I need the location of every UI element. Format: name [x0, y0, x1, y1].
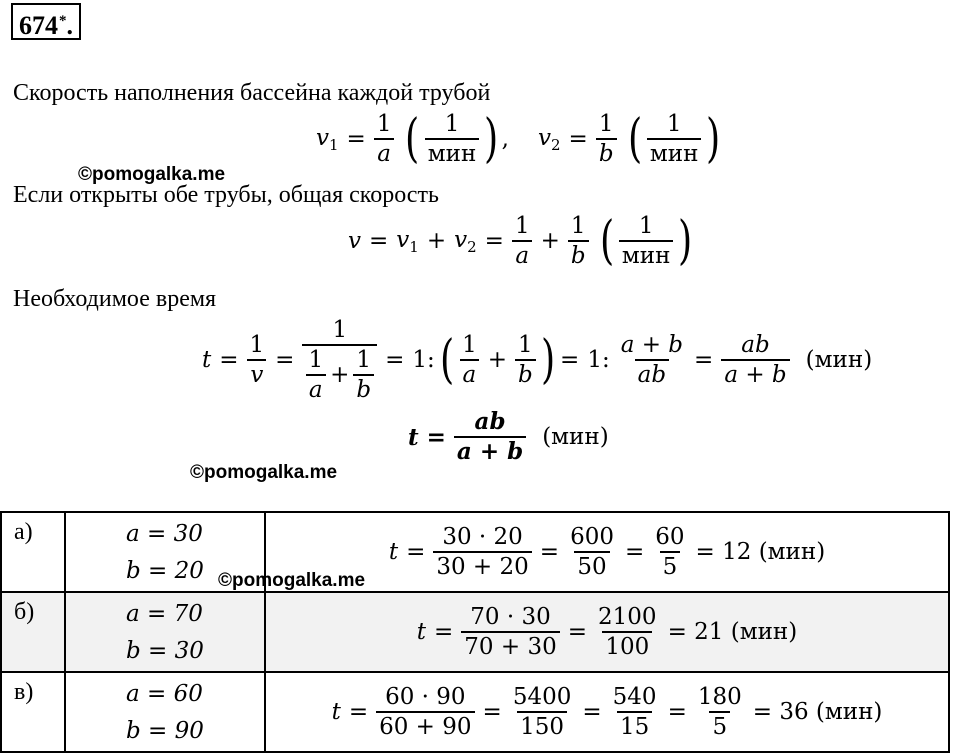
text-filling-speed: Скорость наполнения бассейна каждой трубой [13, 80, 491, 106]
text-required-time: Необходимое время [13, 286, 217, 312]
row-values: a = 30 b = 20 [126, 521, 204, 584]
row-calculation: t = $\frac{30 \cdot 20}{30 + 20}$ = $\frac{600}{50}$ = $\frac{60}{5}$ = 12 (мин) [388, 523, 826, 580]
row-calculation: t = $\frac{70 \cdot 30}{70 + 30}$ = $\frac{2100}{100}$ = 21 (мин) [416, 603, 798, 660]
formula-total-speed: v = $v_1$ + $v_2$ = $\frac{1}{a}$ + $\frac{1}{b}$ ( $\frac{1}{\text{мин}}$ ) [348, 211, 693, 272]
row-values: a = 60 b = 90 [126, 681, 204, 744]
text-both-pipes: Если открыты обе трубы, общая скорость [13, 182, 439, 208]
results-table [0, 511, 950, 753]
table-row [1, 592, 949, 672]
row-label: б) [1, 592, 65, 672]
formula-time-derivation: t = $\frac{1}{v}$ = 1 $\frac{1}{a}$ + $\frac{1}{b}$ = 1: ( $\frac{1}{a}$ + $\frac{1}{b}$ ) = 1: $\frac{a + b}{ab}$ = $\frac{ab}{a + b}$ (мин) [202, 317, 873, 404]
table-row [1, 672, 949, 752]
table-row [1, 512, 949, 592]
formula-v1: $v_1$ = $\frac{1}{a}$ ( $\frac{1}{\text{мин}}$ ) , [316, 109, 509, 170]
task-number: 674*. [11, 3, 81, 40]
watermark: ©pomogalka.me [190, 462, 338, 483]
row-label: в) [1, 672, 65, 752]
row-values: a = 70 b = 30 [126, 601, 204, 664]
watermark: ©pomogalka.me [78, 164, 226, 185]
watermark: ©pomogalka.me [218, 570, 366, 591]
row-label: а) [1, 512, 65, 592]
row-calculation: t = $\frac{60 \cdot 90}{60 + 90}$ = $\frac{5400}{150}$ = $\frac{540}{15}$ = $\frac{180}{5}$ = 36 (мин) [331, 683, 883, 740]
formula-time-final: t = $\frac{ab}{a + b}$ (мин) [408, 408, 609, 466]
formula-v2: $v_2$ = $\frac{1}{b}$ ( $\frac{1}{\text{мин}}$ ) [538, 109, 721, 170]
